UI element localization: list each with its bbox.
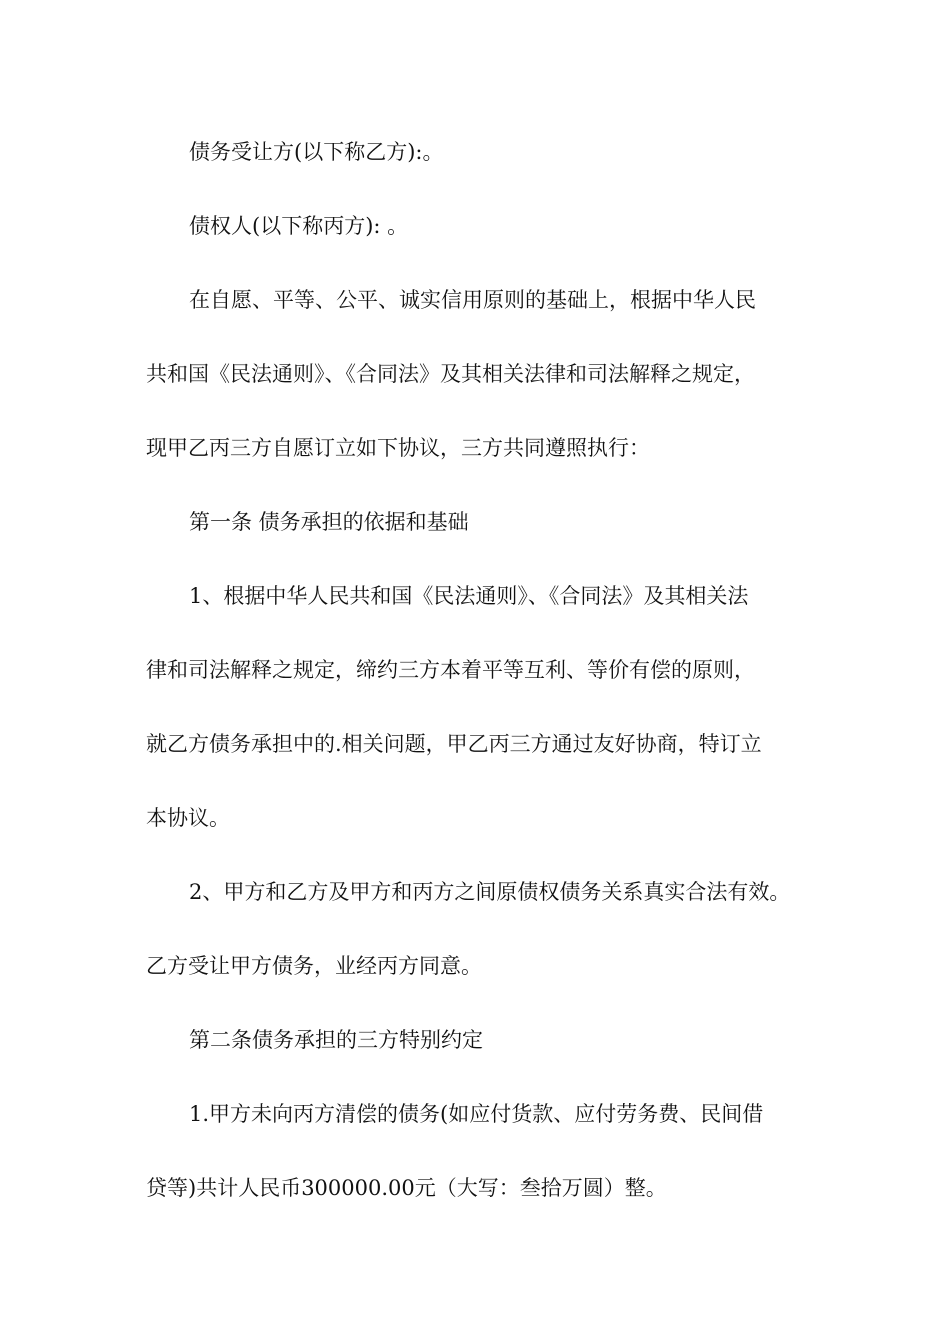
paragraph-line: 2、甲方和乙方及甲方和丙方之间原债权债务关系真实合法有效。 xyxy=(189,880,791,904)
paragraph-line: 1、根据中华人民共和国《民法通则》、《合同法》及其相关法 xyxy=(189,584,749,608)
article-heading: 第二条债务承担的三方特别约定 xyxy=(189,1028,483,1052)
party-c-line: 债权人(以下称丙方): 。 xyxy=(189,214,409,238)
paragraph-line: 乙方受让甲方债务，业经丙方同意。 xyxy=(146,954,482,978)
paragraph-line: 贷等)共计人民币300000.00元（大写：叁拾万圆）整。 xyxy=(146,1176,667,1200)
party-b-line: 债务受让方(以下称乙方):。 xyxy=(189,140,444,164)
paragraph-line: 共和国《民法通则》、《合同法》及其相关法律和司法解释之规定， xyxy=(146,362,755,386)
paragraph-line: 本协议。 xyxy=(146,806,230,830)
paragraph-line: 1.甲方未向丙方清偿的债务(如应付货款、应付劳务费、民间借 xyxy=(189,1102,764,1126)
paragraph-line: 就乙方债务承担中的.相关问题，甲乙丙三方通过友好协商，特订立 xyxy=(146,732,762,756)
paragraph-line: 现甲乙丙三方自愿订立如下协议，三方共同遵照执行： xyxy=(146,436,650,460)
paragraph-line: 在自愿、平等、公平、诚实信用原则的基础上，根据中华人民 xyxy=(189,288,756,312)
paragraph-line: 律和司法解释之规定，缔约三方本着平等互利、等价有偿的原则， xyxy=(146,658,755,682)
article-heading: 第一条 债务承担的依据和基础 xyxy=(189,510,469,534)
